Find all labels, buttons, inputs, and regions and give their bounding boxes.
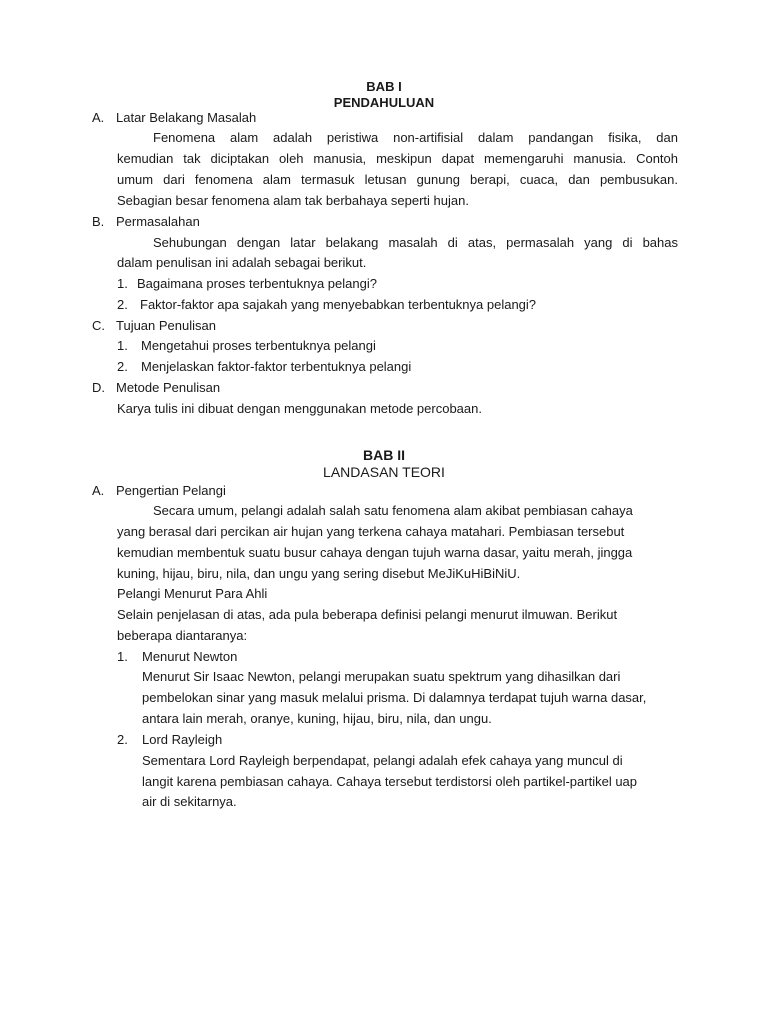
paragraph-line: antara lain merah, oranye, kuning, hijau, biru, nila, dan ungu. <box>142 711 492 726</box>
paragraph-line: yang berasal dari percikan air hujan yang terkena cahaya matahari. Pembiasan tersebut <box>117 524 625 539</box>
list-number: 2. <box>117 359 128 374</box>
list-number: 2. <box>117 297 128 312</box>
paragraph-line: pembelokan sinar yang masuk melalui prisma. Di dalamnya terdapat tujuh warna dasar, <box>142 690 647 705</box>
section-heading-text: Pengertian Pelangi <box>116 483 226 498</box>
paragraph-line: kemudian membentuk suatu busur cahaya dengan tujuh warna dasar, yaitu merah, jingga <box>117 545 633 560</box>
paragraph-line: Sehubungan dengan latar belakang masalah di atas, permasalah yang di bahas <box>153 235 678 250</box>
list-text: Lord Rayleigh <box>142 732 223 747</box>
list-text: Mengetahui proses terbentuknya pelangi <box>141 338 376 353</box>
paragraph-line: Sebagian besar fenomena alam tak berbahaya seperti hujan. <box>117 193 469 208</box>
paragraph-line: dalam penulisan ini adalah sebagai berikut. <box>117 255 367 270</box>
paragraph-line: kemudian tak diciptakan oleh manusia, meskipun dapat memengaruhi manusia. Contoh <box>117 151 678 166</box>
section-letter: B. <box>92 214 105 229</box>
list-item <box>117 338 376 353</box>
list-number: 2. <box>117 732 128 747</box>
list-item <box>117 297 536 312</box>
paragraph-line: beberapa diantaranya: <box>117 628 248 643</box>
list-text: Bagaimana proses terbentuknya pelangi? <box>137 276 377 291</box>
paragraph-line: langit karena pembiasan cahaya. Cahaya tersebut terdistorsi oleh partikel-partikel uap <box>142 774 638 789</box>
list-item-title <box>117 732 222 747</box>
list-item <box>117 276 377 291</box>
section-heading-pengertian <box>92 483 226 498</box>
list-number: 1. <box>117 649 128 664</box>
section-heading-text: Metode Penulisan <box>116 380 221 395</box>
paragraph-line: umum dari fenomena alam termasuk letusan gunung berapi, cuaca, dan pembusukan. <box>117 172 678 187</box>
paragraph-line: air di sekitarnya. <box>142 794 237 809</box>
paragraph-line: Menurut Sir Isaac Newton, pelangi merupakan suatu spektrum yang dihasilkan dari <box>142 669 621 684</box>
section-heading-permasalahan <box>92 214 200 229</box>
list-text: Menurut Newton <box>142 649 238 664</box>
section-letter: A. <box>92 483 105 498</box>
paragraph-line: Selain penjelasan di atas, ada pula beberapa definisi pelangi menurut ilmuwan. Berikut <box>117 607 618 622</box>
chapter-subtitle: LANDASAN TEORI <box>323 464 445 480</box>
section-letter: C. <box>92 318 105 333</box>
list-item-title <box>117 649 237 664</box>
list-text: Faktor-faktor apa sajakah yang menyebabkan terbentuknya pelangi? <box>140 297 537 312</box>
section-heading-metode <box>92 380 220 395</box>
section-letter: A. <box>92 110 105 125</box>
paragraph-line: Sementara Lord Rayleigh berpendapat, pelangi adalah efek cahaya yang muncul di <box>142 753 623 768</box>
section-letter: D. <box>92 380 105 395</box>
list-number: 1. <box>117 338 128 353</box>
section-heading-text: Latar Belakang Masalah <box>116 110 257 125</box>
chapter-title: BAB II <box>363 447 405 463</box>
paragraph-line: Fenomena alam adalah peristiwa non-artifisial dalam pandangan fisika, dan <box>153 130 678 145</box>
section-heading-tujuan <box>92 318 216 333</box>
paragraph-line: Secara umum, pelangi adalah salah satu fenomena alam akibat pembiasan cahaya <box>153 503 633 518</box>
list-text: Menjelaskan faktor-faktor terbentuknya pelangi <box>141 359 412 374</box>
chapter-title: BAB I <box>366 79 402 94</box>
subsection-heading: Pelangi Menurut Para Ahli <box>117 586 268 601</box>
section-heading-text: Tujuan Penulisan <box>116 318 216 333</box>
list-item <box>117 359 411 374</box>
section-heading-latar-belakang <box>92 110 256 125</box>
list-number: 1. <box>117 276 128 291</box>
chapter-subtitle: PENDAHULUAN <box>333 95 435 110</box>
section-heading-text: Permasalahan <box>116 214 200 229</box>
paragraph-line: kuning, hijau, biru, nila, dan ungu yang sering disebut MeJiKuHiBiNiU. <box>117 566 521 581</box>
paragraph-line: Karya tulis ini dibuat dengan menggunakan metode percobaan. <box>117 401 482 416</box>
